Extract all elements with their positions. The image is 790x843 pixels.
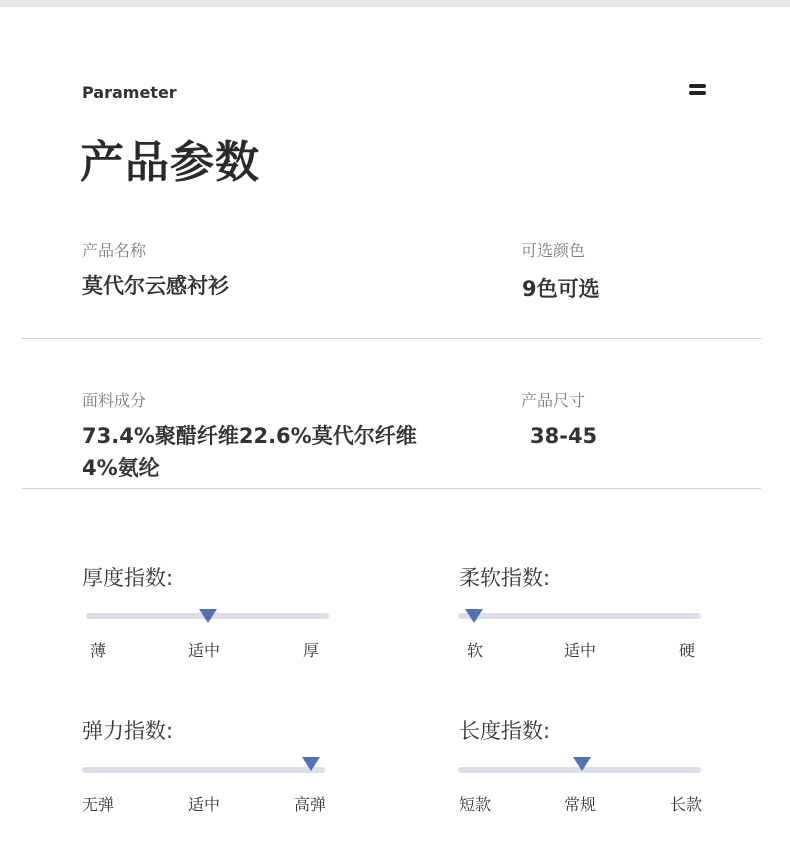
softness-tick-low: 软 bbox=[467, 641, 484, 660]
thickness-marker bbox=[199, 609, 217, 623]
thickness-index-title: 厚度指数: bbox=[82, 566, 174, 590]
fabric-label: 面料成分 bbox=[82, 391, 147, 410]
length-index-title: 长度指数: bbox=[459, 719, 551, 743]
softness-marker bbox=[465, 609, 483, 623]
elasticity-tick-low: 无弹 bbox=[82, 795, 115, 814]
fabric-value-line2: 4%氨纶 bbox=[82, 456, 160, 480]
fabric-value-line1: 73.4%聚醋纤维22.6%莫代尔纤维 bbox=[82, 424, 417, 448]
menu-icon[interactable] bbox=[689, 84, 706, 96]
elasticity-tick-mid: 适中 bbox=[188, 795, 221, 814]
page-title: 产品参数 bbox=[80, 137, 260, 188]
top-divider-bar bbox=[0, 0, 790, 7]
length-tick-high: 长款 bbox=[670, 795, 703, 814]
section-divider bbox=[22, 488, 761, 489]
size-value: 38-45 bbox=[530, 424, 598, 448]
color-options-value: 9色可选 bbox=[522, 277, 600, 301]
section-eyebrow: Parameter bbox=[82, 83, 177, 102]
thickness-tick-high: 厚 bbox=[303, 641, 320, 660]
softness-tick-mid: 适中 bbox=[564, 641, 597, 660]
softness-track bbox=[458, 613, 701, 619]
elasticity-marker bbox=[302, 757, 320, 771]
thickness-tick-mid: 适中 bbox=[188, 641, 221, 660]
elasticity-tick-high: 高弹 bbox=[294, 795, 327, 814]
product-name-label: 产品名称 bbox=[82, 241, 147, 260]
product-name-value: 莫代尔云感衬衫 bbox=[82, 274, 229, 298]
elasticity-track bbox=[82, 767, 325, 773]
softness-tick-high: 硬 bbox=[679, 641, 696, 660]
thickness-tick-low: 薄 bbox=[90, 641, 107, 660]
length-tick-low: 短款 bbox=[459, 795, 492, 814]
section-divider bbox=[22, 338, 761, 339]
length-marker bbox=[573, 757, 591, 771]
softness-index-title: 柔软指数: bbox=[459, 566, 551, 590]
elasticity-index-title: 弹力指数: bbox=[82, 719, 174, 743]
size-label: 产品尺寸 bbox=[521, 391, 586, 410]
length-tick-mid: 常规 bbox=[564, 795, 597, 814]
color-options-label: 可选颜色 bbox=[521, 241, 586, 260]
